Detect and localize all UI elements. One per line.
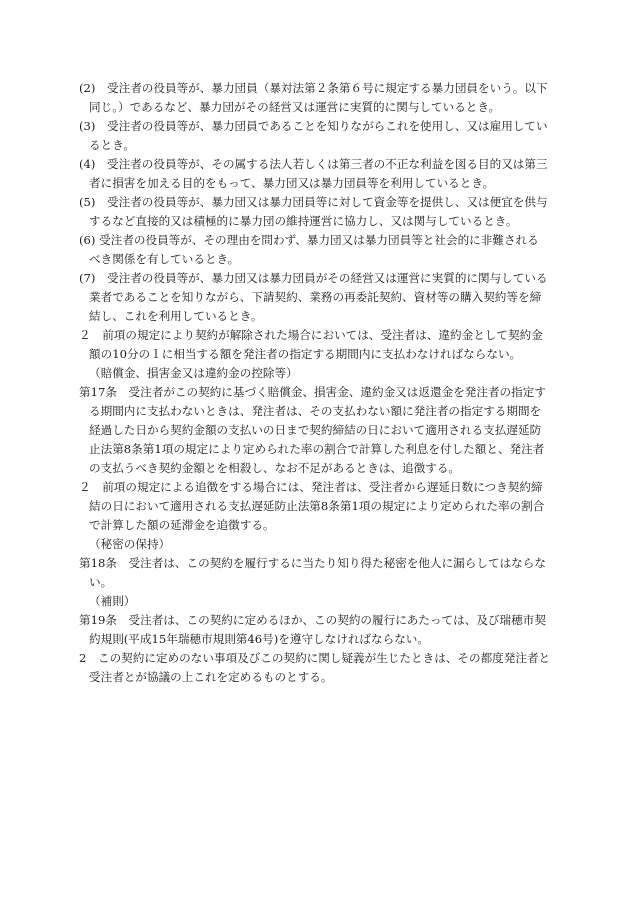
clause-7-line-1: (7) 受注者の役員等が、暴力団又は暴力団員がその経営又は運営に実質的に関与している [79, 271, 548, 285]
article-19-line-2: 約規則(平成15年瑞穂市規則第46号)を遵守しなければならない。 [89, 632, 429, 646]
article-19-line-1: 第19条 受注者は、この契約に定めるほか、この契約の履行にあたっては、及び瑞穂市契 [79, 613, 546, 627]
clause-6-line-2: べき関係を有しているとき。 [89, 252, 240, 266]
clause-4-line-1: (4) 受注者の役員等が、その属する法人若しくは第三者の不正な利益を図る目的又は第三 [79, 157, 548, 171]
clause-2-line-2: 同じ。）であるなど、暴力団がその経営又は運営に実質的に関与しているとき。 [89, 100, 501, 114]
section-heading-17: （賠償金、損害金又は違約金の控除等） [89, 366, 298, 380]
paragraph-2-line-1: ２ 前項の規定により契約が解除された場合においては、受注者は、違約金として契約金 [79, 328, 543, 342]
paragraph-2-line-2: 額の10分の１に相当する額を発注者の指定する期間内に支払わなければならない。 [89, 347, 522, 361]
clause-4-line-2: 者に損害を加える目的をもって、暴力団又は暴力団員等を利用しているとき。 [89, 176, 495, 190]
clause-5-line-2: するなど直接的又は積極的に暴力団の維持運営に協力し、又は関与しているとき。 [89, 214, 518, 228]
clause-7-line-3: 結し、これを利用しているとき。 [89, 309, 263, 323]
clause-3-line-1: (3) 受注者の役員等が、暴力団員であることを知りながらこれを使用し、又は雇用してい [79, 119, 548, 133]
article-17-paragraph-2-line-1: ２ 前項の規定による追徴をする場合には、発注者は、受注者から遅延日数につき契約締 [79, 480, 543, 494]
clause-2-line-1: (2) 受注者の役員等が、暴力団員（暴対法第２条第６号に規定する暴力団員をいう。以下 [79, 81, 548, 95]
clause-7-line-2: 業者であることを知りながら、下請契約、業務の再委託契約、資材等の購入契約等を締 [89, 290, 542, 304]
article-19-paragraph-2-line-1: 2 この契約に定めのない事項及びこの契約に関し疑義が生じたときは、その都度発注者と [79, 651, 551, 665]
article-17-paragraph-2-line-2: 結の日において適用される支払遅延防止法第8条第1項の規定により定められた率の割合 [89, 499, 545, 513]
article-17-line-1: 第17条 受注者がこの契約に基づく賠償金、損害金、違約金又は返還金を発注者の指定す [79, 385, 546, 399]
section-heading-18: （秘密の保持） [89, 537, 171, 551]
article-17-line-5: の支払うべき契約金額とを相殺し、なお不足があるときは、追徴する。 [89, 461, 461, 475]
article-18-line-1: 第18条 受注者は、この契約を履行するに当たり知り得た秘密を他人に漏らしてはならな [79, 556, 546, 570]
article-17-line-3: 経過した日から契約金額の支払いの日まで契約締結の日において適用される支払遅延防 [89, 423, 542, 437]
clause-6-line-1: (6) 受注者の役員等が、その理由を問わず、暴力団又は暴力団員等と社会的に非難される [79, 233, 539, 247]
section-heading-19: （補則） [89, 594, 136, 608]
clause-5-line-1: (5) 受注者の役員等が、暴力団又は暴力団員等に対して資金等を提供し、又は便宜を供与 [79, 195, 548, 209]
article-17-line-4: 止法第8条第1項の規定により定められた率の割合で計算した利息を付した額と、発注者 [89, 442, 545, 456]
article-18-line-2: い。 [89, 575, 113, 589]
article-17-line-2: る期間内に支払わないときは、発注者は、その支払わない額に発注者の指定する期間を [89, 404, 542, 418]
article-19-paragraph-2-line-2: 受注者とが協議の上これを定めるものとする。 [89, 670, 333, 684]
article-17-paragraph-2-line-3: で計算した額の延滞金を追徴する。 [89, 518, 275, 532]
clause-3-line-2: るとき。 [89, 138, 135, 152]
